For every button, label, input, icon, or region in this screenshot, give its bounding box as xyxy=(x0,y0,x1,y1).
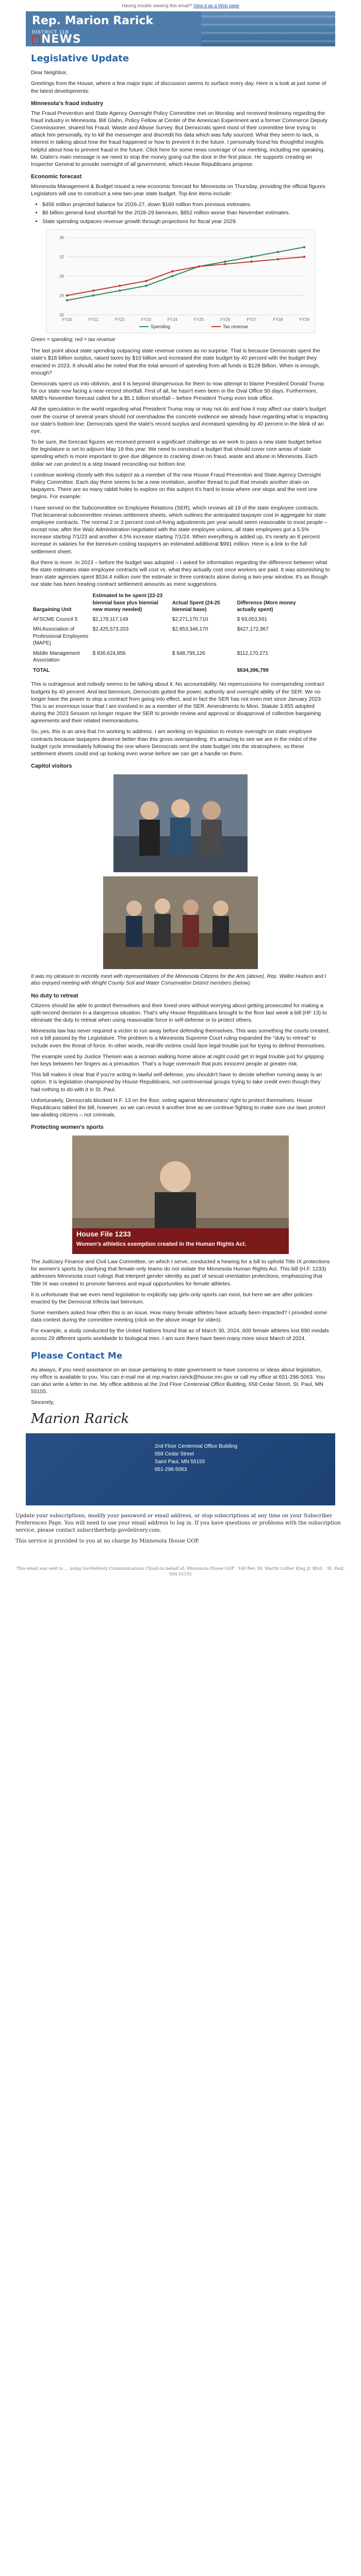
footer-line: 651-296-5063 xyxy=(155,1466,187,1472)
data-point xyxy=(277,258,279,260)
table-cell: $ 93,053,561 xyxy=(237,616,267,622)
data-point xyxy=(119,284,121,286)
paragraph: All the speculation in the world regarding what President Trump may or may not do and how it may affect our state's budget over the course of several years should not overshadow the concrete evidence we already have regarding what is impacting our state's bottom line: Democrats spent the state's record surplus and increased spending by 40 percent in the blink of an eye. xyxy=(31,406,329,434)
table-cell: $ 948,795,126 xyxy=(172,650,205,656)
footer-address xyxy=(155,1443,237,1473)
paragraph: I have served on the Subcommittee on Employee Relations (SER), which reviews all 19 of the state employee contracts. That bicameral subcommittee reviews settlement sheets, which outlines the anticipated taxpayer cost in aggregate for state employee contracts. The normal 2 or 3 percent cost-of-living adjustments per year would seem reasonable to most people – except now, after the Walz Administration negotiated with the state employee unions, all state employees got a 5.5% increase starting 7/1/23 and another 4.5% increase starting 7/1/24. When everything is added up, it's nearly an 8 percent increase in salaries for the biennium costing taxpayers an estimated additional $991 million. Here is a link to the full settlement sheet. xyxy=(31,504,327,555)
table-cell: $427,172,967 xyxy=(237,626,269,633)
district-label: DISTRICT 11B xyxy=(32,29,70,35)
forecast-bullets xyxy=(31,201,330,225)
data-point xyxy=(224,260,226,262)
table-total-row xyxy=(31,666,309,676)
table-cell: MN Association of Professional Employees (MAPE) xyxy=(33,626,89,647)
list-item: • $6 billion general fund shortfall for the 2028-29 biennium, $852 million worse than November estimates. xyxy=(42,209,330,216)
hf1233-video-thumbnail[interactable] xyxy=(72,1136,289,1254)
paragraph: Some members asked how often this is an issue. How many female athletes have actually been impacted? I provided some data context during the committee meeting (click on the above image for video). xyxy=(31,1310,327,1324)
y-tick-label: 20 xyxy=(59,312,64,317)
section-heading-sports: Protecting women's sports xyxy=(31,1124,104,1131)
masthead-banner xyxy=(26,11,335,46)
top-notice-text: Having trouble viewing this email? xyxy=(122,3,192,8)
data-point xyxy=(277,251,279,253)
table-cell: $2,271,170,710 xyxy=(172,616,208,622)
hf-title: House File 1233 xyxy=(76,1230,131,1239)
data-point xyxy=(251,260,253,262)
forecast-paragraph: Minnesota Management & Budget issued a new economic forecast for Minnesota on Thursday, providing the official figures Legislators will use to construct a new two-year state budget. Top-line items include: xyxy=(31,183,325,197)
forecast-chart xyxy=(46,229,315,333)
paragraph: Democrats spent us into oblivion, and it is beyond disingenuous for them to now attempt to blame President Donald Trump for our state now facing a near-record shortfall. First of all, he hasn't even been in the Oval Office 50 days. Furthermore, MMB's November forecast called for a $5.1 billion shortfall – before President Trump even took office. xyxy=(31,380,324,402)
footer-banner xyxy=(26,1433,335,1505)
contact-heading: Please Contact Me xyxy=(31,1350,123,1361)
flag-stripe xyxy=(201,40,335,42)
table-cell: $112,170,271 xyxy=(237,650,269,656)
view-web-link[interactable]: View it as a Web page xyxy=(193,3,239,8)
x-tick-label: FY23 xyxy=(141,317,151,322)
data-point xyxy=(119,290,121,292)
hf-subtitle: Women's athletics exemption created in the Human Rights Act. xyxy=(76,1241,247,1248)
rep-name: Rep. Marion Rarick xyxy=(32,14,154,27)
paragraph: Unfortunately, Democrats blocked H.F. 13 on the floor, voting against Minnesotans' right to protect themselves. House Republicans tabled the bill, however, so we can revisit it another time as we continue fighting to make sure our laws protect law-abiding citizens – not criminals. xyxy=(31,1097,325,1118)
list-item: • State spending outpaces revenue growth through projections for fiscal year 2029. xyxy=(42,218,330,225)
subscription-text: Update your subscriptions, modify your password or email address, or stop subscriptions at any time on your Subscriber Preferences Page. You will need to use your email address to log in. If you have questions or problems with the subscription service, please contact subscriberhelp.govdelivery.com. xyxy=(15,1513,341,1533)
page-title: Legislative Update xyxy=(31,53,129,64)
footer-line: 658 Cedar Street xyxy=(155,1451,194,1457)
paragraph: For example, a study conducted by the United Nations found that as of March 30, 2024, 600 female athletes lost 890 medals across 29 different sports worldwide to biological men. I am sure there have been many more since March of 2024. xyxy=(31,1328,329,1342)
table-cell: AFSCME Council 5 xyxy=(33,616,78,622)
fraud-paragraph: The Fraud Prevention and State Agency Oversight Policy Committee met on Monday and received testimony regarding the fraud industry in Minnesota. Bill Glahn, Policy Fellow at Center of the American Experiment and a former Commerce Deputy Commissioner, shared his Fraud, Waste and Abuse Survey. But Democrats spent most of their committee time trying to attack him personally, try to kill the messenger and discredit his data which was fully sourced. What they seem to lack, is interest in talking about how the fraud happened or how to prevent it in the future. I personally found his thoughtful insights helpful about how to prevent fraud in the future. Click here for some news coverage of our meeting, including me speaking. Mr. Glahn's main message is we need to stop the money going out the door in the first place. He supports creating an Inspector General to provide oversight of all government, which House Republicans propose. xyxy=(31,110,327,167)
newsletter-content xyxy=(26,46,335,1428)
x-tick-label: FY29 xyxy=(299,317,309,322)
data-point xyxy=(66,299,68,301)
data-point xyxy=(145,280,147,282)
table-cell: $2,425,573,203 xyxy=(92,626,129,633)
data-point xyxy=(224,263,226,265)
fine-print: This email was sent to ... using GovDelivery Communications Cloud on behalf of: Minnesota House GOP · 100 Rev. Dr. Martin Luther King Jr. Blvd. · St. Paul, MN 55155 xyxy=(16,1566,345,1577)
data-point xyxy=(171,270,173,272)
x-tick-label: FY26 xyxy=(220,317,231,322)
email-body xyxy=(26,11,335,1505)
legend-label: Spending xyxy=(151,324,171,329)
greeting: Dear Neighbor, xyxy=(31,70,68,76)
flag-stripe xyxy=(201,32,335,34)
x-tick-label: FY22 xyxy=(114,317,125,322)
data-point xyxy=(198,265,200,267)
soil-water-visitors-photo xyxy=(103,876,258,969)
y-tick-label: 24 xyxy=(59,293,64,298)
section-heading-duty: No duty to retreat xyxy=(31,992,78,999)
paragraph: The Judiciary Finance and Civil Law Committee, on which I serve, conducted a hearing for a bill to uphold Title IX protections for women's sports by clarifying that female-only teams do not violate the Minnesota Human Rights Act. This bill (H.F. 1233) addresses Minnesota court rulings that interpret gender identity as part of sexual orientation protections, emphasizing that Title IX was created to promote fairness and equal opportunities for female athletes. xyxy=(31,1259,330,1287)
list-item: • $456 million projected balance for 2026-27, down $160 million from previous estimates. xyxy=(42,201,330,208)
x-tick-label: FY25 xyxy=(193,317,204,322)
table-cell: $2,178,117,149 xyxy=(92,616,128,622)
subscription-footer xyxy=(15,1513,346,1577)
table-header: Estimated to be spent (22-23 biennial base plus biennial new money needed) xyxy=(92,593,163,613)
table-row xyxy=(31,649,309,666)
paragraph: It is unfortunate that we even need legislation to explicitly say girls-only sports can exist, but here we are after policies enacted by the Democrat trifecta last biennium. xyxy=(31,1291,313,1305)
visitors-caption: It was my pleasure to recently meet with representatives of the Minnesota Citizens for the Arts (above). Rep. Walter Hudson and I also enjoyed meeting with Wright County Soil and Water Conservation District members (below). xyxy=(31,973,326,987)
table-header: Actual Spent (24-25 biennial base) xyxy=(172,600,220,613)
news-label: NEWS xyxy=(41,33,81,46)
x-tick-label: FY24 xyxy=(167,317,178,322)
y-tick-label: 28 xyxy=(59,274,64,279)
table-cell: Middle Management Association xyxy=(33,650,80,664)
x-tick-label: FY27 xyxy=(247,317,257,322)
data-point xyxy=(303,246,305,248)
data-point xyxy=(251,256,253,258)
paragraph: So, yes, this is an area that I'm working to address. I am working on legislation to restore oversight on state employee contracts because taxpayers deserve better than this gross overspending. It's amazing to see we are in the midst of the budget cycle immediately following the one where Democrats sent the state budget into the stratosphere, so these settlement sheets could end up looking even worse before we can get a handle on them. xyxy=(31,728,317,757)
footer-line: 2nd Floor Centennial Office Building xyxy=(155,1443,237,1449)
legend-label: Tax revenue xyxy=(223,324,249,329)
total-label: TOTAL xyxy=(33,667,50,673)
capitol-icon xyxy=(32,36,40,44)
table-header-row xyxy=(31,591,309,615)
table-header: Bargaining Unit xyxy=(33,607,72,613)
y-tick-label: 32 xyxy=(59,255,64,260)
sincerely: Sincerely, xyxy=(31,1399,55,1406)
footer-line: Saint Paul, MN 55155 xyxy=(155,1459,205,1465)
table-cell: $2,853,346,170 xyxy=(172,626,208,633)
paragraph: The last point about state spending outpacing state revenue comes as no surprise. That is because Democrats spent the state's $18 billion surplus, raised taxes by $10 billion and increased the state budget by 40 percent with the budget they enacted in 2023. It should also be noted that the total amount of spending from all funds is $128 Billion. When is enough, enough? xyxy=(31,348,320,376)
x-tick-label: FY28 xyxy=(273,317,283,322)
table-row xyxy=(31,624,309,649)
contracts-table xyxy=(31,591,309,675)
paragraph: This is outrageous and nobody seems to be talking about it. No accountability. No repercussions for overspending contract budgets by 40 percent. And last biennium, Democrats gutted the power, authority and oversight ability of the SER. We no longer have the power to stop a contract from going into effect, and in fact the SER has not even met since January 2023. This is an enormous issue that I am involved in as a member of the SER. Amendments to Minn. Statute 3.855 adopted during the 2023 Session no longer require the SER to provide review and approval or disapproval of collective bargaining agreements and their related memorandums. xyxy=(31,681,324,724)
arts-visitors-photo xyxy=(113,774,248,872)
paragraph: But there is more. In 2023 – before the budget was adopted – I asked for information regarding the difference between what the state estimates state employee contracts will cost vs. what they actually cost once workers are paid. It was astonishing to learn state agencies spent $534.4 million over the estimate in three contracts alone during a two-year window. It's as though our state has been treating contract settlement amounts as mere suggestions. xyxy=(31,559,330,588)
contact-paragraph: As always, if you need assistance on an issue pertaining to state government or have concerns or ideas about legislation, my office is available to you. You can e-mail me at rep.marion.rarick@house.mn.gov or call my office at 651-296-5063. You can also write a letter to me. My office address at the 2nd Floor Centennial Office Building, 658 Cedar Street, St. Paul, MN 55155. xyxy=(31,1366,325,1395)
data-point xyxy=(66,294,68,296)
table-header: Difference (More money actually spent) xyxy=(237,600,296,613)
table-row xyxy=(31,615,309,625)
paragraph: The example used by Justice Theisen was a woman walking home alone at night could get in legal trouble just for gripping her keys between her fingers as a precaution. That's a huge overreach that puts innocent people at greater risk. xyxy=(31,1053,324,1067)
paragraph: Minnesota law has never required a victim to run away before defending themselves. This was something the courts created, not a bill passed by the Legislature. The problem is a Minnesota Supreme Court ruling expanded the "duty to retreat" to include even the threat of force. In other words, real-life victims could face legal trouble just for trying to defend themselves. xyxy=(31,1028,330,1049)
intro-paragraph: Greetings from the House, where a few major topic of discussion seems to surface every day. Here is a look at just some of the latest developments: xyxy=(31,80,326,94)
paragraph: This bill makes it clear that if you're acting in lawful self-defense, you shouldn't have to decide whether running away is an option. It is legislation championed by House Republicans, not controversial groups trying to take credit even though they had nothing to do with it in St. Paul. xyxy=(31,1072,322,1093)
data-point xyxy=(145,284,147,286)
paragraph: Citizens should be able to protect themselves and their loved ones without worrying about getting prosecuted for making a split-second decision in a dangerous situation. That's why House Republicans brought to the floor last week a bill (HF 13) to eliminate the duty to retreat when using reasonable force in self-defense or to protect others. xyxy=(31,1002,327,1024)
flag-stripe xyxy=(201,15,335,18)
top-notice xyxy=(0,0,361,11)
section-heading-fraud: Minnesota's fraud industry xyxy=(31,100,104,107)
data-point xyxy=(92,290,94,292)
x-tick-label: FY20 xyxy=(62,317,72,322)
paragraph: I continue working closely with this subject as a member of the new House Fraud Prevention and State Agency Oversight Policy Committee. Each day there seems to be a new revelation, another thread to pull that reveals another drain on taxpayers. There are so many rabbit holes to explore on this subject it's hard to know where one stops and the next one begins. For example: xyxy=(31,471,321,500)
data-point xyxy=(171,275,173,277)
data-point xyxy=(303,256,305,258)
total-value: $634,396,799 xyxy=(237,667,269,673)
table-cell: $ 836,624,856 xyxy=(92,650,126,656)
chart-caption: Green = spending; red = tax revenue xyxy=(31,336,116,343)
y-tick-label: 36 xyxy=(59,235,64,240)
series-line xyxy=(67,247,304,300)
flag-stripe xyxy=(201,24,335,26)
paragraph: To be sure, the forecast figures we received present a significant challenge as we work to pass a new state budget before the legislature is set to adjourn May 19 this year. We need to construct a budget that should cover core areas of state spending which is more important to give due diligence to cracking down on fraud, waste and abuse in Minnesota. Each dollar we can protect is a step toward reconciling our bottom line. xyxy=(31,439,322,467)
data-point xyxy=(92,294,94,296)
x-tick-label: FY21 xyxy=(88,317,99,322)
provider-text: This service is provided to you at no charge by Minnesota House GOP. xyxy=(15,1538,200,1544)
section-heading-forecast: Economic forecast xyxy=(31,174,82,180)
signature: Marion Rarick xyxy=(31,1411,129,1427)
section-heading-visitors: Capitol visitors xyxy=(31,763,72,770)
